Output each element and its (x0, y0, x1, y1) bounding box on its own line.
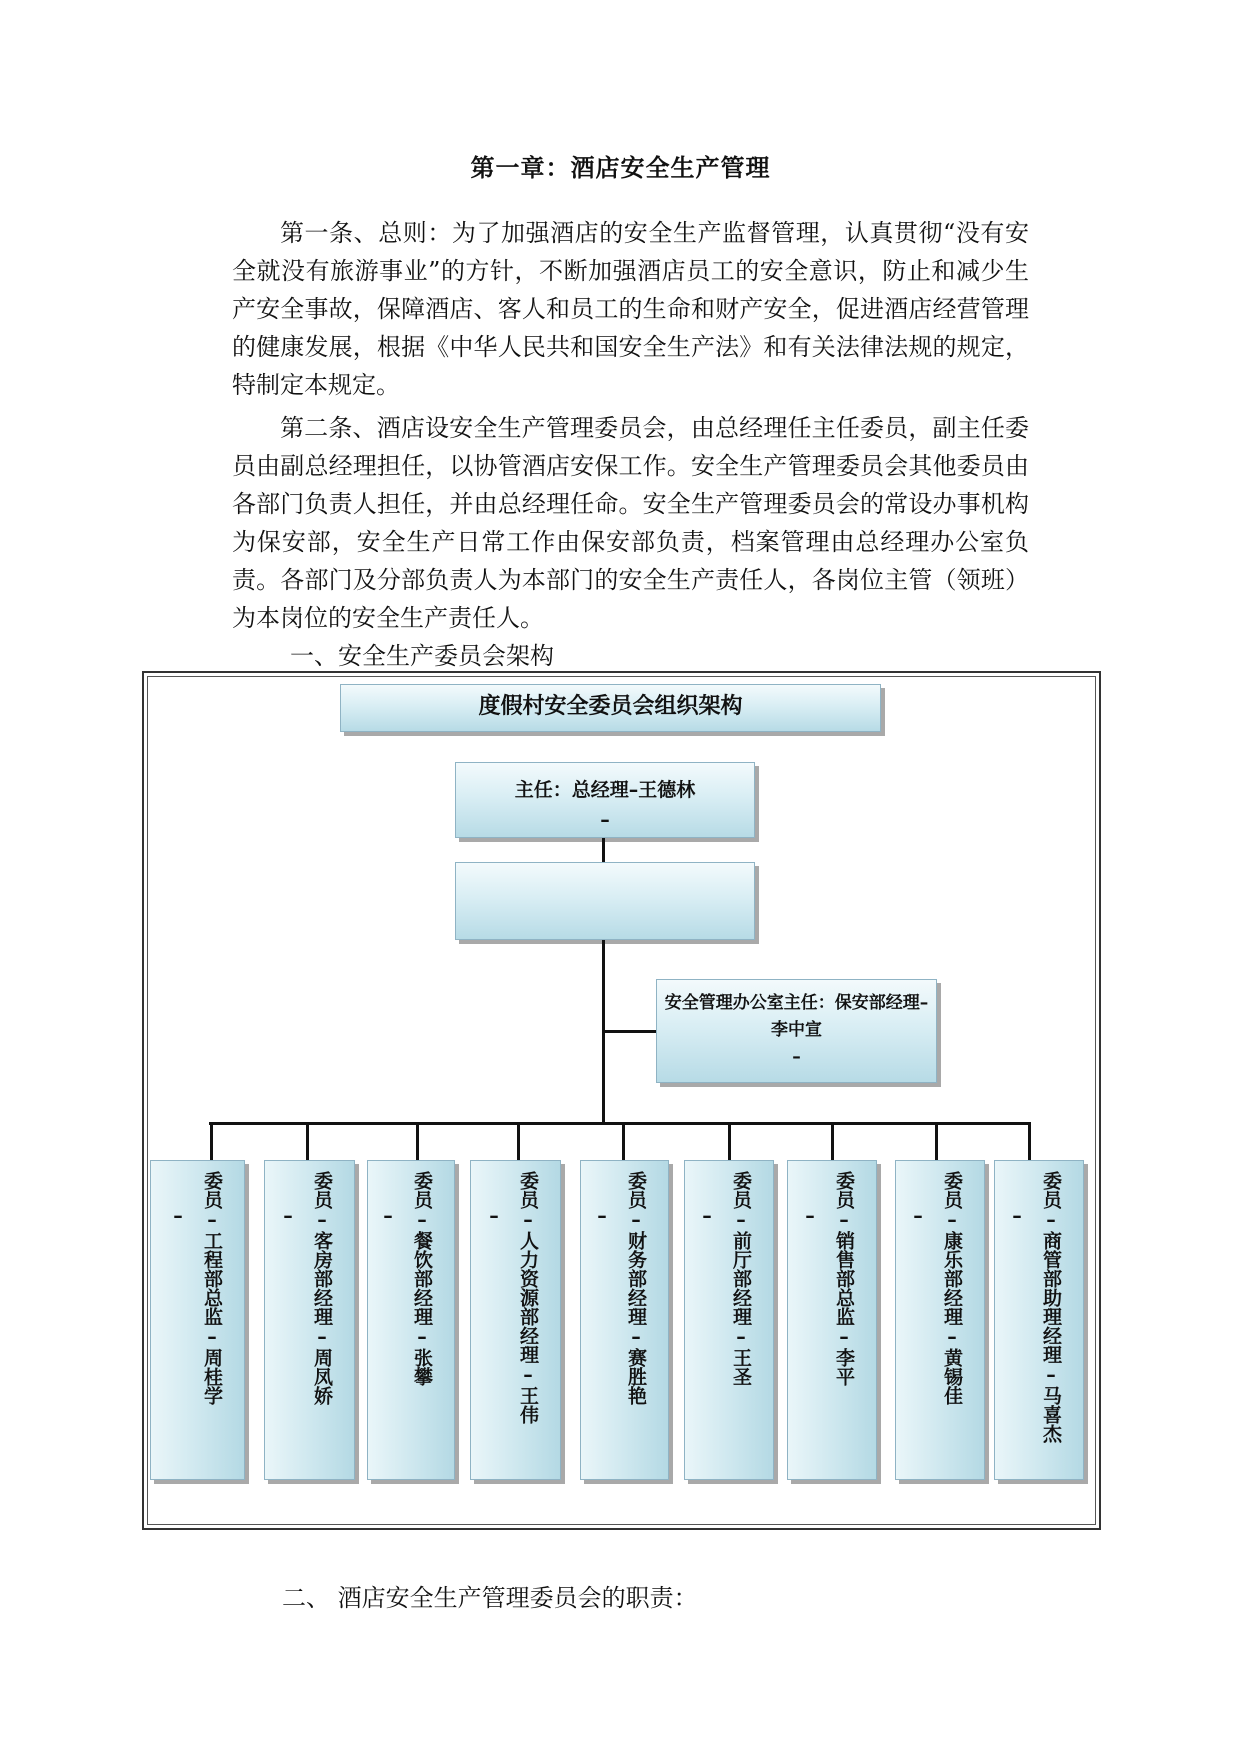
member-dash: – (591, 1205, 613, 1227)
member-box (470, 1160, 561, 1480)
member-connector (1028, 1122, 1031, 1160)
member-box (264, 1160, 355, 1480)
member-box (895, 1160, 985, 1480)
chapter-title: 第一章：酒店安全生产管理 (470, 153, 771, 182)
member-label: 委员–康乐部经理–黄锡佳 (941, 1171, 963, 1405)
section-2-heading: 二、 酒店安全生产管理委员会的职责： (282, 1584, 698, 1612)
member-box (367, 1160, 455, 1480)
member-label: 委员–商管部助理经理–马喜杰 (1040, 1171, 1062, 1443)
section-1-heading: 一、安全生产委员会架构 (290, 642, 554, 670)
member-dash: – (799, 1205, 821, 1227)
member-dash: – (1006, 1205, 1028, 1227)
member-dash: – (277, 1205, 299, 1227)
member-label: 委员–工程部总监–周桂学 (201, 1171, 223, 1405)
security-office-box (656, 979, 937, 1083)
member-connector (210, 1122, 213, 1160)
org-chart-title-text: 度假村安全委员会组织架构 (478, 694, 743, 719)
member-connector (622, 1122, 625, 1160)
article-1-paragraph: 第一条、总则：为了加强酒店的安全生产监督管理，认真贯彻“没有安全就没有旅游事业”的方针，不断加强酒店员工的安全意识，防止和减少生产安全事故，保障酒店、客人和员工的生命和财产安全，促进酒店经营管理的健康发展，根据《中华人民共和国安全生产法》和有关法律法规的规定，特制定本规定。 (232, 219, 1029, 399)
member-dash: – (167, 1205, 189, 1227)
member-box (580, 1160, 669, 1480)
security-office-label: 安全管理办公室主任：保安部经理–李中宣 (664, 993, 929, 1040)
member-label: 委员–客房部经理–周凤娇 (311, 1171, 333, 1405)
member-label: 委员–财务部经理–赛胜艳 (625, 1171, 647, 1405)
member-label: 委员–人力资源部经理–王伟 (517, 1171, 539, 1424)
article-2-paragraph: 第二条、酒店设安全生产管理委员会，由总经理任主任委员，副主任委员由副总经理担任，以协管酒店安保工作。安全生产管理委员会其他委员由各部门负责人担任，并由总经理任命。安全生产管理委员会的常设办事机构为保安部，安全生产日常工作由保安部负责，档案管理由总经理办公室负责。各部门及分部负责人为本部门的安全生产责任人，各岗位主管（领班）为本岗位的安全生产责任人。 (232, 414, 1029, 632)
member-connector (306, 1122, 309, 1160)
member-box (787, 1160, 877, 1480)
org-chart-title (340, 684, 881, 732)
vice-chair-box (455, 862, 755, 940)
chair-label: 主任：总经理–王德林 (514, 779, 696, 801)
member-box (150, 1160, 245, 1480)
member-dash: – (696, 1205, 718, 1227)
security-office-sublabel: – (792, 1047, 801, 1067)
member-dash: – (907, 1205, 929, 1227)
member-connector (728, 1122, 731, 1160)
chair-box (455, 762, 755, 838)
member-connector (831, 1122, 834, 1160)
member-label: 委员–餐饮部经理–张攀 (411, 1171, 433, 1386)
member-connector (517, 1122, 520, 1160)
member-label: 委员–前厅部经理–王圣 (730, 1171, 752, 1386)
member-box (684, 1160, 774, 1480)
chair-sublabel: – (600, 809, 610, 831)
member-box (994, 1160, 1084, 1480)
member-dash: – (377, 1205, 399, 1227)
member-connector (416, 1122, 419, 1160)
member-dash: – (483, 1205, 505, 1227)
connector-office (602, 1030, 656, 1033)
member-bus-line (209, 1122, 1031, 1125)
member-label: 委员–销售部总监–李平 (833, 1171, 855, 1386)
member-connector (935, 1122, 938, 1160)
connector-chair-vice (602, 838, 605, 862)
